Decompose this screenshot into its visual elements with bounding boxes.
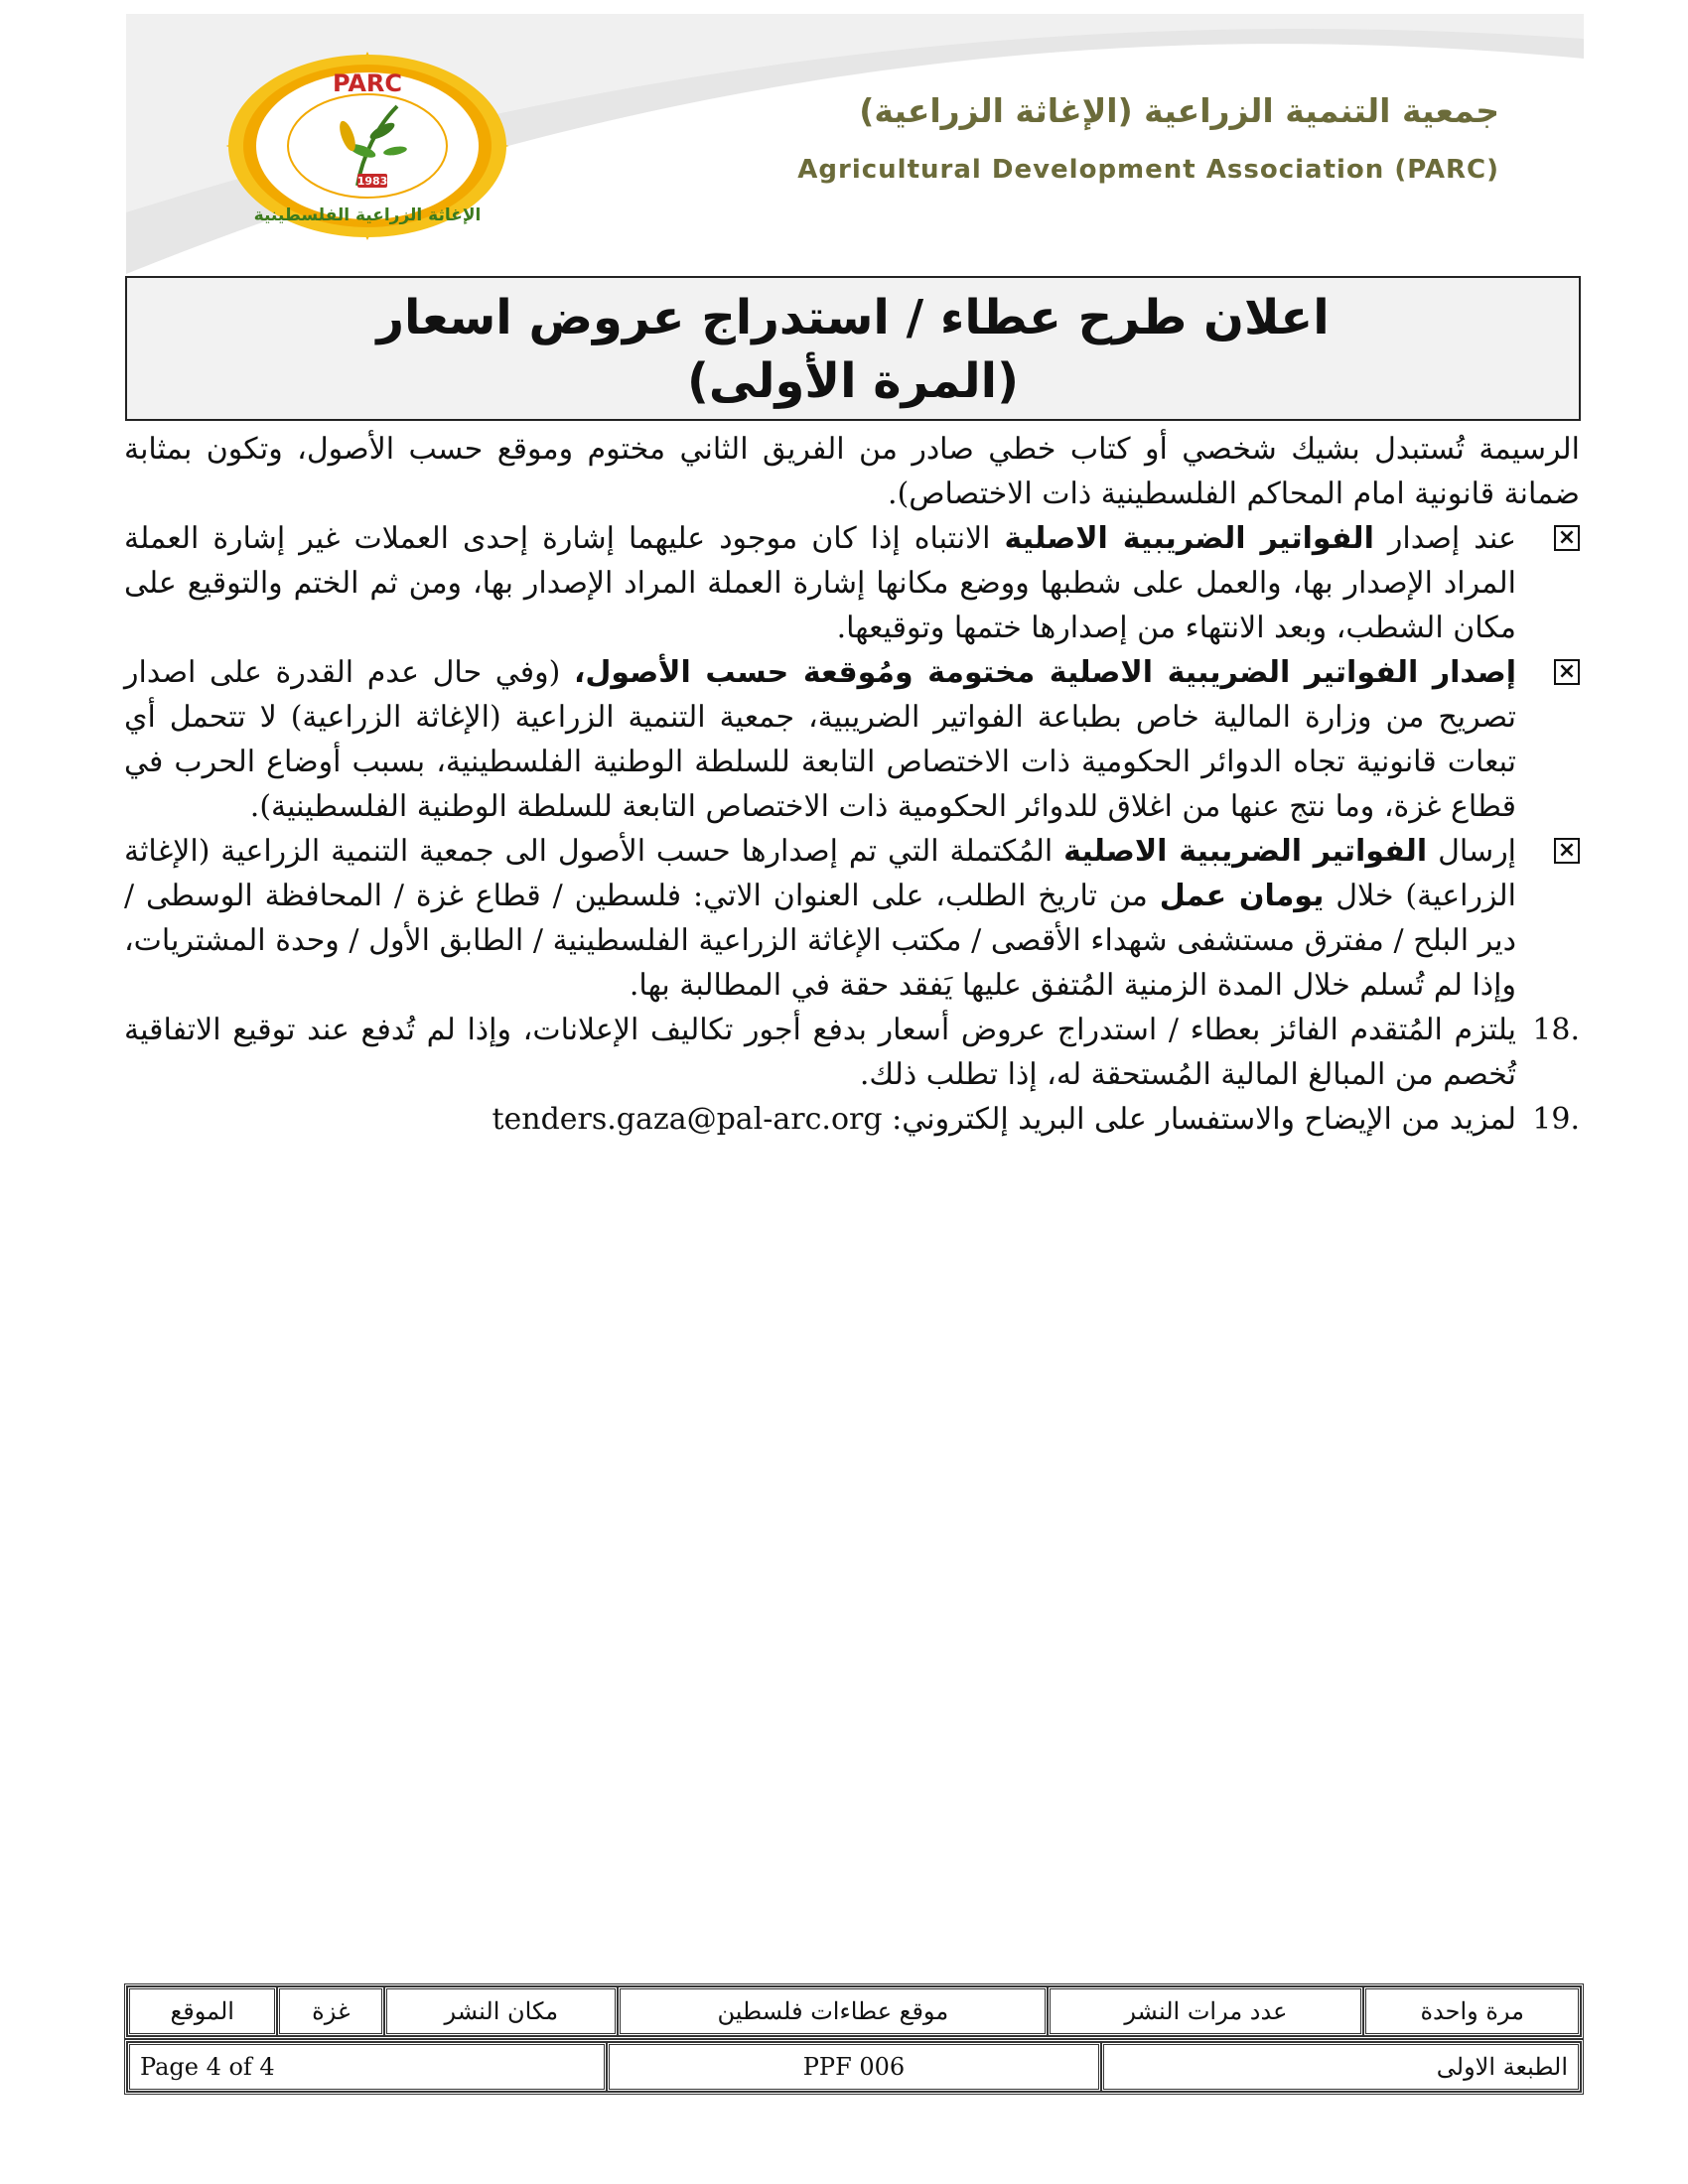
item-text: المُكتملة التي تم إصدارها حسب الأصول الى جمعية التنمية الزراعية (الإغاثة الزراعية) خلال xyxy=(124,834,1516,913)
footer-location-value: غزة xyxy=(277,1986,384,2036)
page-number: Page 4 of 4 xyxy=(127,2042,607,2092)
list-item xyxy=(124,829,1580,1008)
item-text: من تاريخ الطلب، على العنوان الاتي: فلسطين / قطاع غزة / المحافظة الوسطى / دير البلح / مفترق مستشفى شهداء الأقصى / مكتب الإغاثة الزراعية الفلسطينية / الطابق الأول / وحدة المشتريات، وإذا لم تُسلم خلال المدة الزمنية المُتفق عليها يَفقد حقة في المطالبة بها. xyxy=(124,879,1516,1003)
checked-box-icon: × xyxy=(1554,525,1580,551)
item-text: (وفي حال عدم القدرة على اصدار تصريح من وزارة المالية خاص بطباعة الفواتير الضريبية، جمعية التنمية الزراعية (الإغاثة الزراعية) لا تتحمل أي تبعات قانونية تجاه الدوائر الحكومية ذات الاختصاص التابعة للسلطة الوطنية الفلسطينية، بسبب أوضاع الحرب في قطاع غزة، وما نتج عنها من اغلاق للدوائر الحكومية ذات الاختصاص التابعة للسلطة الوطنية الفلسطينية). xyxy=(124,655,1516,824)
checked-box-icon: × xyxy=(1554,659,1580,685)
announcement-subtitle: (المرة الأولى) xyxy=(686,353,1020,409)
contact-email: tenders.gaza@pal-arc.org xyxy=(492,1102,883,1137)
footer-location-label: الموقع xyxy=(127,1986,277,2036)
footer-publish-place-label: مكان النشر xyxy=(384,1986,618,2036)
list-item xyxy=(124,516,1580,650)
edition-label: الطبعة الاولى xyxy=(1101,2042,1581,2092)
footer-publish-place-value: موقع عطاءات فلسطين xyxy=(618,1986,1048,2036)
numbered-item xyxy=(124,1008,1580,1097)
item-bold-text: يومان عمل xyxy=(1159,879,1325,913)
footer-publish-count-label: عدد مرات النشر xyxy=(1048,1986,1363,2036)
numbered-item xyxy=(124,1097,1580,1142)
announcement-title-box xyxy=(125,276,1581,421)
item-number: 18. xyxy=(1532,1013,1580,1047)
footer-page-table xyxy=(124,2039,1584,2095)
document-code: PPF 006 xyxy=(607,2042,1101,2092)
item-text: يلتزم المُتقدم الفائز بعطاء / استدراج عروض أسعار بدفع أجور تكاليف الإعلانات، وإذا لم تُدفع عند توقيع الاتفاقية تُخصم من المبالغ المالية المُستحقة له، إذا تطلب ذلك. xyxy=(124,1013,1516,1092)
svg-text:PARC: PARC xyxy=(332,69,403,97)
item-bold-text: إصدار الفواتير الضريبية الاصلية مختومة ومُوقعة حسب الأصول، xyxy=(573,655,1516,690)
document-body xyxy=(124,427,1580,1142)
svg-text:الإغاثة الزراعية الفلسطينية: الإغاثة الزراعية الفلسطينية xyxy=(253,205,482,225)
list-item xyxy=(124,650,1580,829)
parc-logo xyxy=(223,52,511,240)
item-text: الانتباه إذا كان موجود عليهما إشارة إحدى العملات غير إشارة العملة المراد الإصدار بها، والعمل على شطبها ووضع مكانها إشارة العملة المراد الإصدار بها، ومن ثم الختم والتوقيع على مكان الشطب، وبعد الانتهاء من إصدارها ختمها وتوقيعها. xyxy=(124,521,1516,645)
checked-box-icon: × xyxy=(1554,838,1580,864)
org-name-arabic: جمعية التنمية الزراعية (الإغاثة الزراعية) xyxy=(859,91,1499,130)
item-text: عند إصدار xyxy=(1373,521,1517,556)
item-bold-text: الفواتير الضريبية الاصلية xyxy=(1063,834,1428,869)
item-text: إرسال xyxy=(1427,834,1517,869)
footer-info-table xyxy=(124,1983,1584,2039)
svg-text:1983: 1983 xyxy=(356,175,388,188)
announcement-title: اعلان طرح عطاء / استدراج عروض اسعار xyxy=(376,290,1330,345)
continued-paragraph: الرسيمة تُستبدل بشيك شخصي أو كتاب خطي صادر من الفريق الثاني مختوم وموقع حسب الأصول، وتكون بمثابة ضمانة قانونية امام المحاكم الفلسطينية ذات الاختصاص). xyxy=(124,432,1580,511)
item-text: لمزيد من الإيضاح والاستفسار على البريد إلكتروني: xyxy=(882,1102,1516,1137)
item-bold-text: الفواتير الضريبية الاصلية xyxy=(1004,521,1374,556)
footer-publish-count-value: مرة واحدة xyxy=(1363,1986,1581,2036)
item-number: 19. xyxy=(1532,1102,1580,1137)
org-name-english: Agricultural Development Association (PARC) xyxy=(797,155,1499,185)
